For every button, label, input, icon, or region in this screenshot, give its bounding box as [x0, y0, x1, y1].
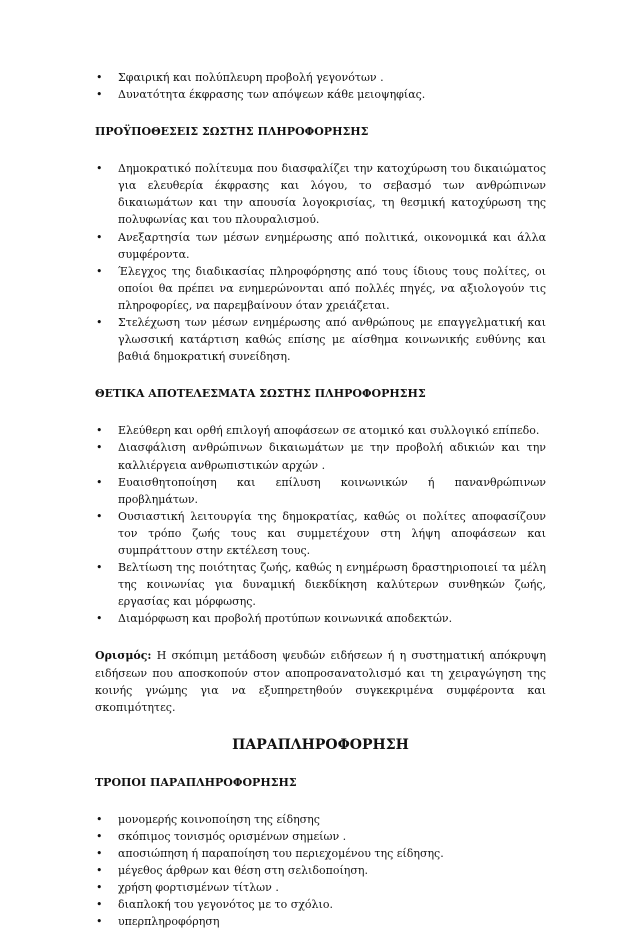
spacer [95, 627, 546, 647]
list-item [95, 263, 546, 314]
bullet-icon: • [96, 88, 103, 102]
bullet-icon: • [96, 847, 103, 860]
list-item-text: Ανεξαρτησία των μέσων ενημέρωσης από πολιτικά, οικονομικά και άλλα συμφέροντα. [118, 230, 546, 261]
definition-term: Ορισμός: [95, 649, 152, 663]
bullet-icon: • [96, 612, 103, 626]
list-item-text: Δημοκρατικό πολίτευμα που διασφαλίζει την κατοχύρωση του δικαιώματος για ελευθερία έκφρασης και λόγου, το σεβασμό των ανθρώπινων δικαιωμάτων και την απουσία λογοκρισίας, τη θεσμική κατοχύρωση της πολυφωνίας και του πλουραλισμού. [118, 162, 546, 227]
bullet-icon: • [96, 881, 103, 895]
list-item [95, 862, 546, 879]
list-item [95, 879, 546, 896]
heading-methods: ΤΡΟΠΟΙ ΠΑΡΑΠΛΗΡΟΦΟΡΗΣΗΣ [95, 775, 297, 789]
list-item [95, 828, 546, 845]
list-item-text: Βελτίωση της ποιότητας ζωής, καθώς η ενημέρωση δραστηριοποιεί τα μέλη της κοινωνίας για δυναμική διεκδίκηση καλύτερων συνθηκών ζωής, εργασίας και μόρφωσης. [118, 561, 546, 609]
spacer [95, 791, 546, 811]
bullet-icon: • [96, 561, 103, 575]
prerequisites-list [95, 160, 546, 365]
list-item-text: Ευαισθητοποίηση και επίλυση κοινωνικών ή πανανθρώπινων προβλημάτων. [118, 475, 546, 506]
list-item-text: Διασφάλιση ανθρώπινων δικαιωμάτων με την προβολή αδικιών και την καλλιέργεια ανθρωπιστικών αρχών . [118, 441, 546, 472]
spacer [95, 140, 546, 160]
bullet-icon: • [96, 264, 103, 278]
bullet-icon: • [96, 316, 103, 330]
list-item [95, 913, 546, 930]
bullet-icon: • [96, 829, 103, 843]
list-item-text: χρήση φορτισμένων τίτλων . [118, 881, 279, 895]
list-item [95, 474, 546, 508]
bullet-icon: • [96, 441, 103, 455]
list-item [95, 160, 546, 228]
bullet-icon: • [96, 71, 103, 84]
list-item [95, 508, 546, 559]
bullet-icon: • [96, 509, 103, 523]
intro-list [95, 69, 546, 103]
bullet-icon: • [96, 424, 103, 438]
list-item-text: Διαμόρφωση και προβολή προτύπων κοινωνικά αποδεκτών. [118, 612, 453, 626]
bullet-icon: • [96, 864, 103, 878]
bullet-icon: • [96, 915, 103, 929]
definition-paragraph [95, 647, 546, 715]
main-title: ΠΑΡΑΠΛΗΡΟΦΟΡΗΣΗ [232, 736, 409, 753]
definition-text: Η σκόπιμη μετάδοση ψευδών ειδήσεων ή η συστηματική απόκρυψη ειδήσεων που αποσκοπούν στον αποπροσανατολισμό και τη χειραγώγηση της κοινής γνώμης για να εξυπηρετηθούν συγκεκριμένα συμφέροντα και σκοπιμότητες. [95, 649, 546, 714]
list-item [95, 610, 546, 627]
list-item-text: μέγεθος άρθρων και θέση στη σελιδοποίηση. [118, 864, 368, 878]
bullet-icon: • [96, 475, 103, 489]
heading-positive-results: ΘΕΤΙΚΑ ΑΠΟΤΕΛΕΣΜΑΤΑ ΣΩΣΤΗΣ ΠΛΗΡΟΦΟΡΗΣΗΣ [95, 387, 426, 401]
list-item-text: Έλεγχος της διαδικασίας πληροφόρησης από τους ίδιους τους πολίτες, οι οποίοι θα πρέπει να ενημερώνονται από πολλές πηγές, να αξιολογούν τις πληροφορίες, να παρεμβαίνουν όταν χρειάζεται. [118, 264, 546, 312]
results-list [95, 422, 546, 627]
bullet-icon: • [96, 812, 103, 826]
bullet-icon: • [96, 162, 103, 176]
spacer [95, 103, 546, 123]
list-item-text: Σφαιρική και πολύπλευρη προβολή γεγονότων . [118, 71, 384, 84]
spacer [95, 716, 546, 736]
list-item [95, 229, 546, 263]
list-item-text: υπερπληροφόρηση [118, 915, 220, 929]
spacer [95, 754, 546, 774]
list-item-text: διαπλοκή του γεγονότος με το σχόλιο. [118, 898, 333, 912]
list-item [95, 811, 546, 828]
list-item-text: αποσιώπηση ή παραποίηση του περιεχομένου της είδησης. [118, 847, 444, 860]
list-item [95, 86, 546, 103]
list-item-text: Δυνατότητα έκφρασης των απόψεων κάθε μειοψηφίας. [118, 88, 426, 102]
bullet-icon: • [96, 898, 103, 912]
list-item [95, 439, 546, 473]
list-item [95, 896, 546, 913]
list-item [95, 314, 546, 365]
list-item-text: Στελέχωση των μέσων ενημέρωσης από ανθρώπους με επαγγελματική και γλωσσική κατάρτιση καθώς επίσης με αίσθημα κοινωνικής ευθύνης και βαθιά δημοκρατική συνείδηση. [118, 316, 546, 364]
methods-list [95, 811, 546, 930]
list-item-text: Ουσιαστική λειτουργία της δημοκρατίας, καθώς οι πολίτες αποφασίζουν τον τρόπο ζωής τους και συμμετέχουν στη λήψη αποφάσεων και συμπράττουν στην εκτέλεση τους. [118, 509, 546, 557]
spacer [95, 365, 546, 385]
list-item [95, 69, 546, 86]
list-item-text: σκόπιμος τονισμός ορισμένων σημείων . [118, 829, 347, 843]
spacer [95, 402, 546, 422]
heading-prerequisites: ΠΡΟΫΠΟΘΕΣΕΙΣ ΣΩΣΤΗΣ ΠΛΗΡΟΦΟΡΗΣΗΣ [95, 125, 369, 139]
bullet-icon: • [96, 230, 103, 244]
list-item [95, 422, 546, 439]
list-item [95, 845, 546, 862]
list-item-text: μονομερής κοινοποίηση της είδησης [118, 812, 320, 826]
list-item-text: Ελεύθερη και ορθή επιλογή αποφάσεων σε ατομικό και συλλογικό επίπεδο. [118, 424, 540, 438]
list-item [95, 559, 546, 610]
